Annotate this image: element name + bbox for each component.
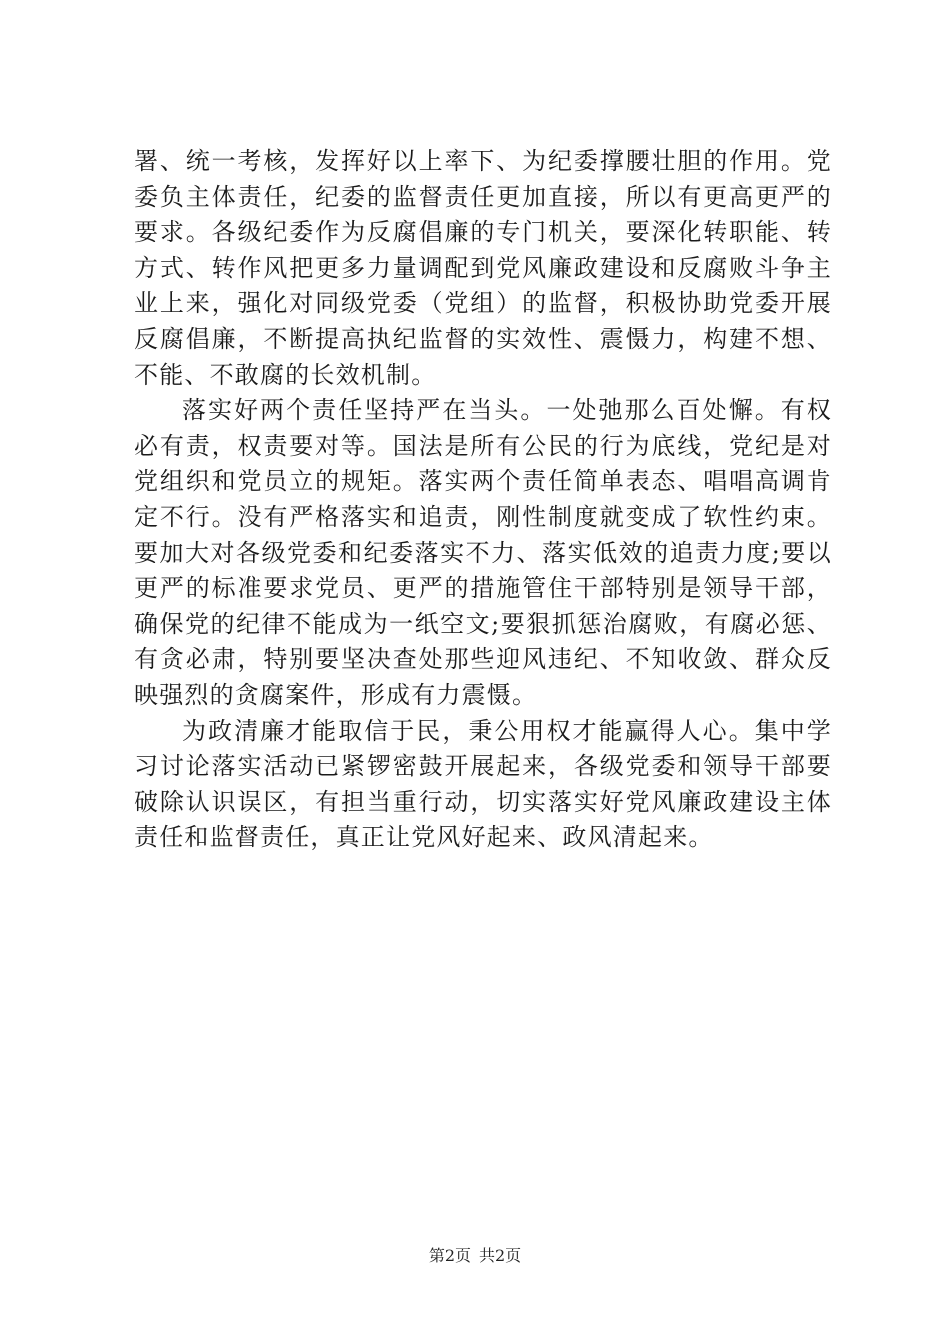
paragraph-3: 为政清廉才能取信于民，秉公用权才能赢得人心。集中学习讨论落实活动已紧锣密鼓开展起来，各级党委和领导干部要破除认识误区，有担当重行动，切实落实好党风廉政建设主体责任和监督责任，真正让党风好起来、政风清起来。 — [134, 716, 832, 852]
page-footer — [0, 1243, 950, 1266]
paragraph-1: 署、统一考核，发挥好以上率下、为纪委撑腰壮胆的作用。党委负主体责任，纪委的监督责任更加直接，所以有更高更严的要求。各级纪委作为反腐倡廉的专门机关，要深化转职能、转方式、转作风把更多力量调配到党风廉政建设和反腐败斗争主业上来，强化对同级党委（党组）的监督，积极协助党委开展反腐倡廉，不断提高执纪监督的实效性、震慑力，构建不想、不能、不敢腐的长效机制。 — [134, 147, 832, 389]
document-body — [134, 144, 832, 856]
page-number: 第2页 — [428, 1246, 471, 1265]
paragraph-2: 落实好两个责任坚持严在当头。一处弛那么百处懈。有权必有责，权责要对等。国法是所有公民的行为底线，党纪是对党组织和党员立的规矩。落实两个责任简单表态、唱唱高调肯定不行。没有严格落实和追责，刚性制度就变成了软性约束。要加大对各级党委和纪委落实不力、落实低效的追责力度;要以更严的标准要求党员、更严的措施管住干部特别是领导干部，确保党的纪律不能成为一纸空文;要狠抓惩治腐败，有腐必惩、有贪必肃，特别要坚决查处那些迎风违纪、不知收敛、群众反映强烈的贪腐案件，形成有力震慑。 — [134, 396, 832, 709]
page-total: 共2页 — [479, 1246, 522, 1265]
